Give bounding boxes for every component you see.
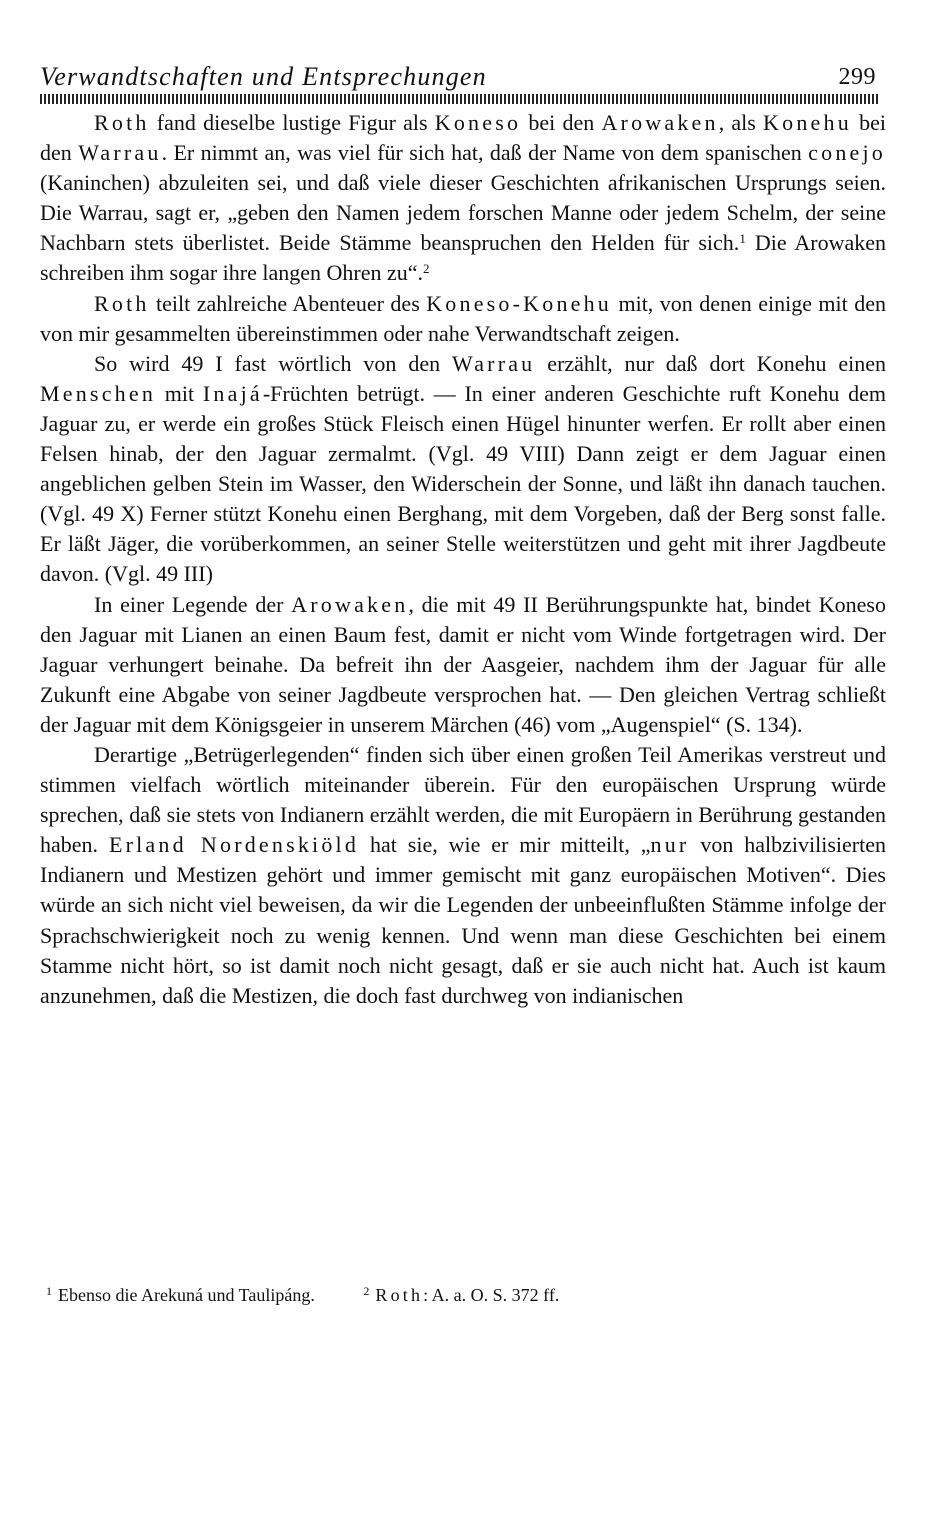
running-title: Verwandtschaften und Entsprechungen [40,62,487,91]
text-run: hat sie, wie er mir mitteilt, „ [359,832,651,858]
text-run: fand dieselbe lustige Figur als [149,110,435,135]
spaced-emphasis: Roth [94,110,150,135]
footnote-ref: 1 [739,231,746,247]
text-run: mit [156,380,203,406]
text-run: , die mit 49 II Berührungspunkte hat, bindet Koneso den Jaguar mit Lianen an einen Baum fest, damit er nicht vom Winde fortgetragen wird. Der Jaguar verhungert beinahe. Da befreit ihn der Aasgeier, nachdem ihm der Jaguar für alle Zukunft eine Abgabe von seiner Jagdbeute versprochen hat. — Den gleichen Vertrag schließt der Jaguar mit dem Königsgeier in unserem Märchen (46) vom „Augenspiel“ (S. 134). [40,591,886,737]
text-run: -Früchten betrügt. — In einer anderen Geschichte ruft Konehu dem Jaguar zu, er werde ein großes Stück Fleisch einen Hügel hinunter werfen. Er rollt aber einen Felsen hinab, der den Jaguar zermalmt. (Vgl. 49 VIII) Dann zeigt er dem Jaguar einen angeblichen gelben Stein im Wasser, den Widerschein der Sonne, und läßt ihn danach tauchen. (Vgl. 49 X) Ferner stützt Konehu einen Berghang, mit dem Vorgeben, daß der Berg sonst falle. Er läßt Jäger, die vorüberkommen, an seiner Stelle weiterstützen und geht mit ihrer Jagdbeute davon. (Vgl. 49 III) [40,380,886,587]
text-run: Derartige „Betrügerlegenden“ finden sich über einen großen Teil Amerikas verstreut und stimmen vielfach wörtlich miteinander überein. Für den europäischen Ursprung würde sprechen, daß sie stets von Indianern erzählt werden, die mit Europäern in Berührung gestanden haben. [40,741,886,858]
spaced-emphasis: Warrau [78,140,162,166]
text-run: In einer Legende der [94,591,292,617]
footnote-ref: 2 [423,261,430,277]
footnote-1 [46,1284,315,1306]
paragraph [40,590,886,740]
spaced-emphasis: Erland Nordenskiöld [108,832,360,858]
spaced-emphasis: Koneso [434,110,522,135]
text-run: bei den [40,110,886,166]
text-run: mit, von denen einige mit den von mir gesammelten übereinstimmen oder nahe Verwandtschaft zeigen. [40,290,886,346]
spaced-emphasis: nur [650,832,690,858]
text-run: bei den [521,110,602,135]
footnote-2 [363,1284,559,1306]
text-run: erzählt, nur daß dort Konehu einen [535,350,887,376]
text-run: Die Arowaken schreiben ihm sogar ihre langen Ohren zu“. [40,230,887,286]
footnote-text: : A. a. O. S. 372 ff. [423,1285,560,1305]
spaced-emphasis: Koneso-Konehu [426,290,613,316]
spaced-emphasis: Roth [94,290,150,316]
text-run: von halbzivilisierten Indianern und Mestizen gehört und immer gemischt mit ganz europäischen Motiven“. Dies würde an sich nicht viel beweisen, da wir die Legenden der unbeeinflußten Stämme infolge der Sprachschwierigkeit noch zu wenig kennen. Und wenn man diese Geschichten bei einem Stamme nicht hört, so ist damit noch nicht gesagt, daß er sie auch nicht hat. Auch ist kaum anzunehmen, daß die Mestizen, die doch fast durchweg von indianischen [40,832,886,1008]
footnote-text: Ebenso die Arekuná und Taulipáng. [58,1285,315,1305]
paragraph [40,289,886,349]
spaced-emphasis: Warrau [452,350,536,376]
footnote-marker: 2 [363,1284,370,1298]
spaced-emphasis: Arowaken [601,110,719,135]
footnote-author: Roth [375,1285,424,1305]
text-run: , als [718,110,764,135]
spaced-emphasis: Menschen [40,380,157,406]
spaced-emphasis: Arowaken [291,591,409,617]
header-rule [40,94,880,104]
paragraph [40,740,886,1011]
spaced-emphasis: Konehu [763,110,852,135]
footnotes [40,1284,886,1306]
body-text [40,108,886,1011]
spaced-emphasis: Inajá [202,380,263,406]
page-number: 299 [838,64,876,90]
text-run: (Kaninchen) abzuleiten sei, und daß viele dieser Geschichten afrikanischen Ursprungs seien. Die Warrau, sagt er, „geben den Namen jedem forschen Manne oder jedem Schelm, der seine Nachbarn stets überlistet. Beide Stämme beanspruchen den Helden für sich. [40,170,886,256]
text-run: . Er nimmt an, was viel für sich hat, daß der Name von dem spanischen [161,140,809,166]
footnote-marker: 1 [46,1284,52,1298]
paragraph [40,108,886,289]
text-run: So wird 49 I fast wörtlich von den [94,350,452,376]
text-run: teilt zahlreiche Abenteuer des [149,290,427,316]
running-header [40,62,880,92]
spaced-emphasis: conejo [808,140,886,166]
paragraph [40,349,886,590]
